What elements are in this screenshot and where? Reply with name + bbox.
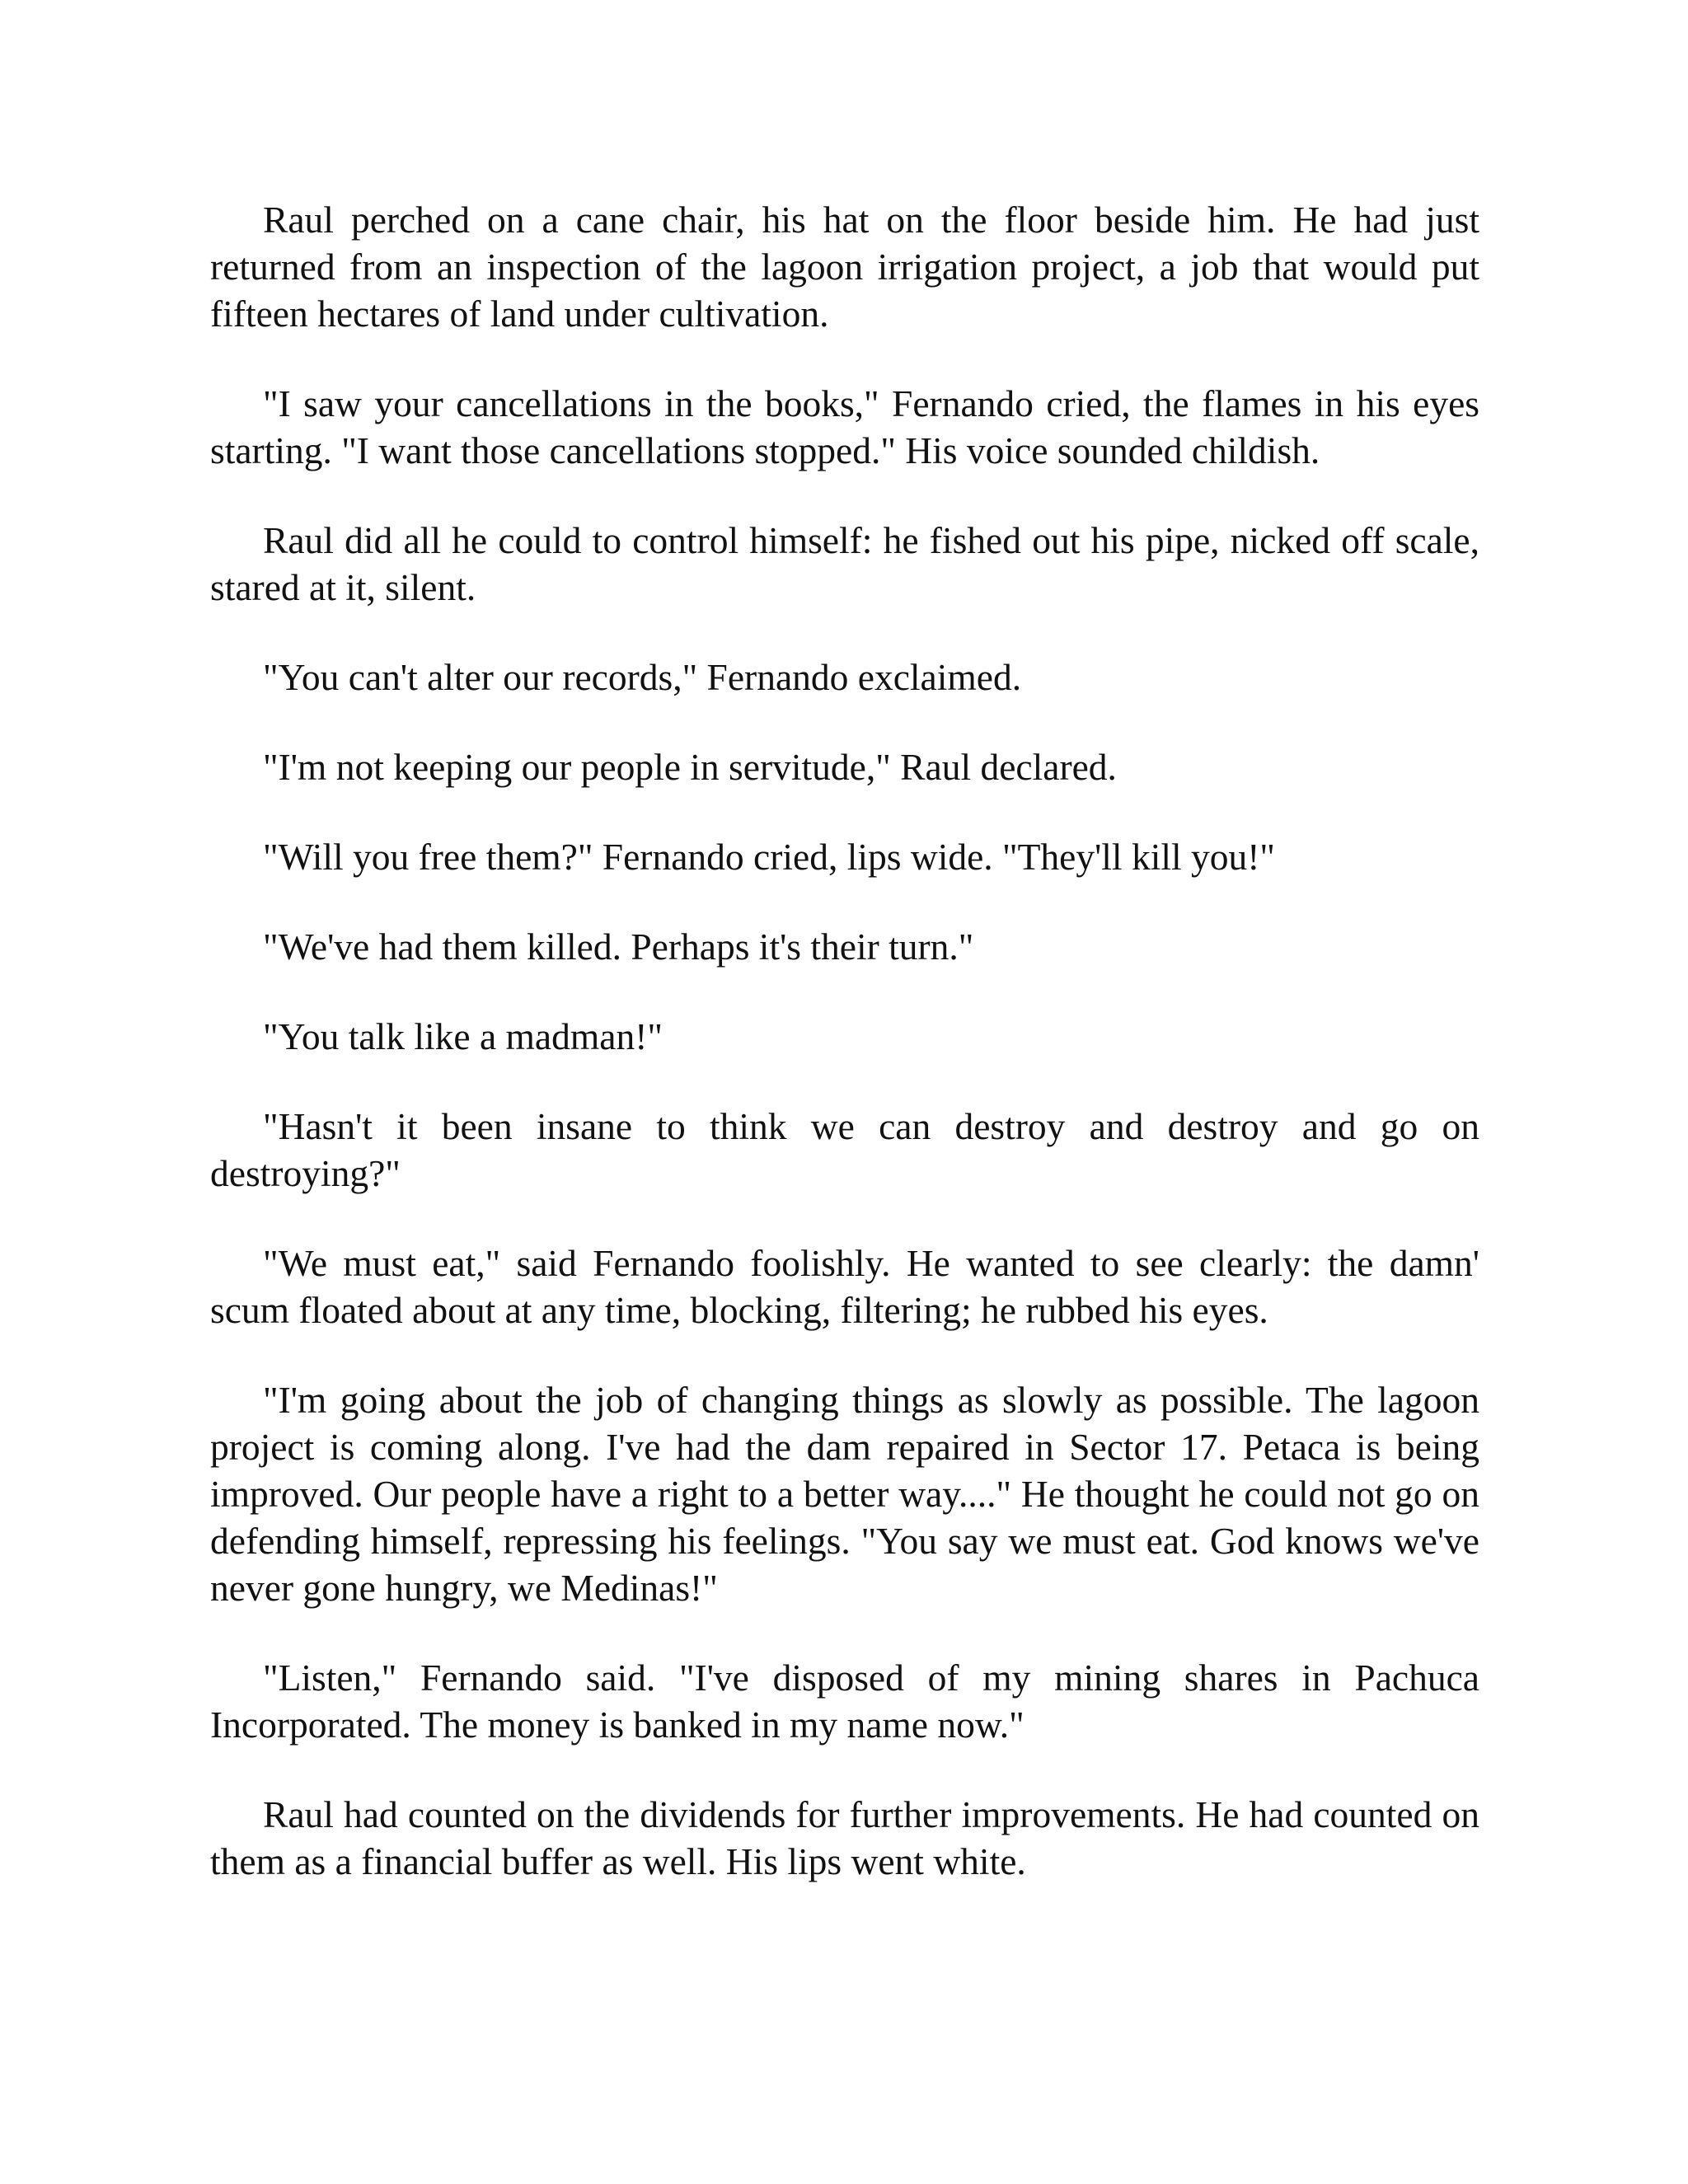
paragraph: "Will you free them?" Fernando cried, lips wide. "They'll kill you!" [263,836,1275,878]
paragraph: Raul perched on a cane chair, his hat on the floor beside him. He had just returned from an inspection of the lagoon irrigation project, a job that would put fifteen hectares of land under cultivation. [210,199,1479,335]
paragraph: Raul did all he could to control himself: he fished out his pipe, nicked off scale, stared at it, silent. [210,519,1479,608]
paragraph: "I saw your cancellations in the books," Fernando cried, the flames in his eyes starting. "I want those cancellations stopped." His voice sounded childish. [210,382,1479,471]
paragraph: "We've had them killed. Perhaps it's their turn." [263,926,974,968]
paragraph: "You talk like a madman!" [263,1015,663,1057]
paragraph: "Hasn't it been insane to think we can destroy and destroy and go on destroying?" [210,1105,1479,1194]
paragraph: "I'm not keeping our people in servitude," Raul declared. [263,746,1117,788]
paragraph: Raul had counted on the dividends for further improvements. He had counted on them as a financial buffer as well. His lips went white. [210,1793,1479,1882]
paragraph: "Listen," Fernando said. "I've disposed of my mining shares in Pachuca Incorporated. The money is banked in my name now." [210,1657,1479,1746]
paragraph: "We must eat," said Fernando foolishly. He wanted to see clearly: the damn' scum floated about at any time, blocking, filtering; he rubbed his eyes. [210,1242,1479,1331]
paragraph: "You can't alter our records," Fernando exclaimed. [263,656,1022,698]
paragraph: "I'm going about the job of changing things as slowly as possible. The lagoon project is coming along. I've had the dam repaired in Sector 17. Petaca is being improved. Our people have a right to a better way...." He thought he could not go on defending himself, repressing his feelings. "You say we must eat. God knows we've never gone hungry, we Medinas!" [210,1379,1479,1609]
document-page [210,196,1479,1885]
